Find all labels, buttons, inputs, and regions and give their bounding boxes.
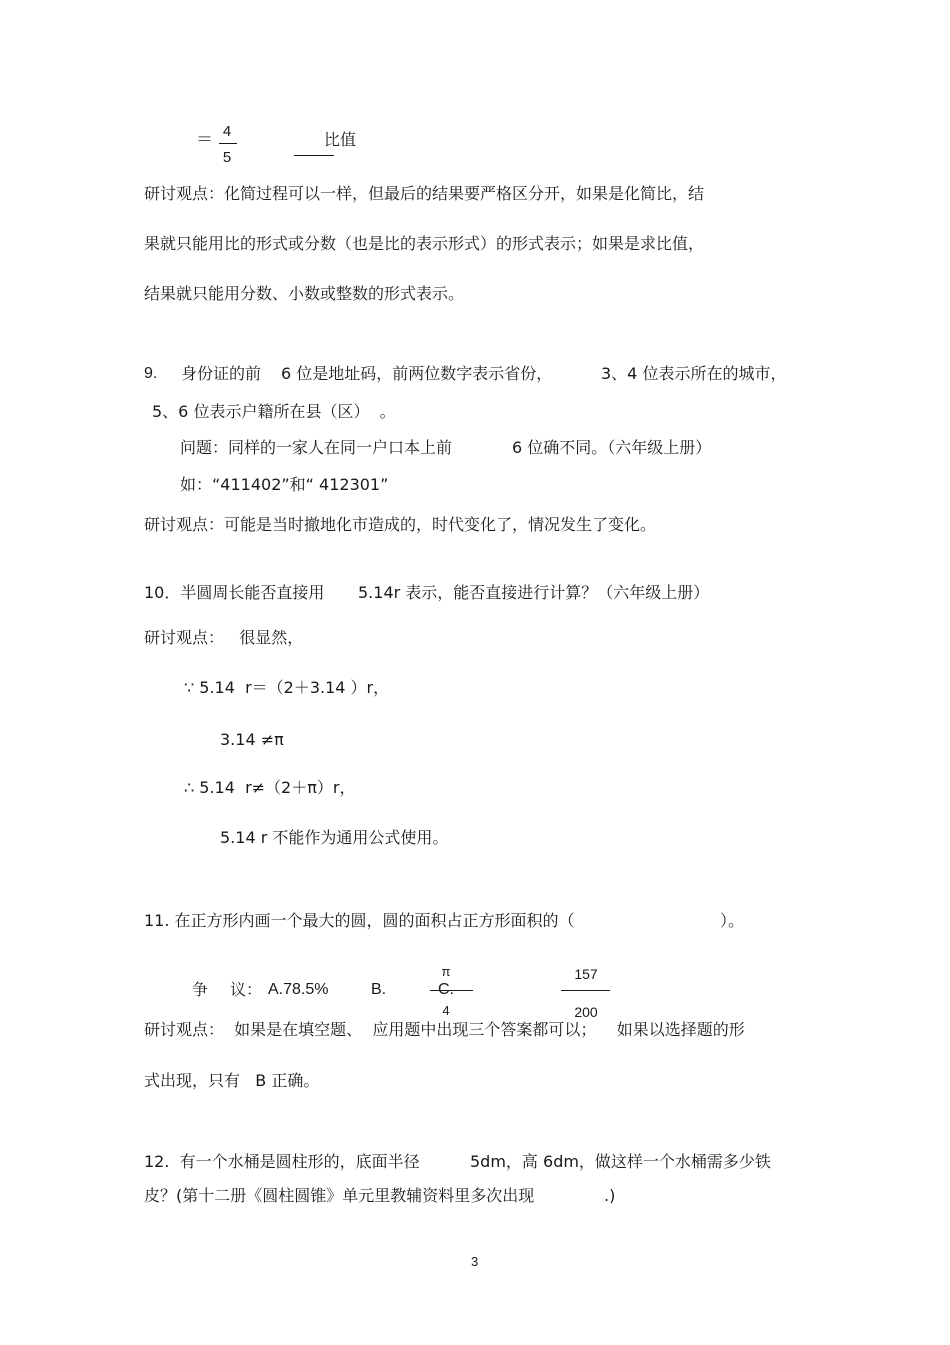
item12-line2a: 皮？(第十二册《圆柱圆锥》单元里教辅资料里多次出现: [144, 1186, 535, 1205]
item9-question-b: 6 位确不同。（六年级上册）: [512, 438, 712, 457]
item10-discussion: 研讨观点： 很显然，: [144, 628, 304, 647]
item8-discussion-line1: 研讨观点：化简过程可以一样，但最后的结果要严格区分开，如果是化简比，结: [144, 184, 705, 203]
item11-option-c-denominator: 4: [442, 1003, 450, 1018]
item10-math-line2: 3.14 ≠π: [220, 730, 284, 749]
fraction-bar: [219, 143, 237, 144]
item11-heading-a: 11. 在正方形内画一个最大的圆，圆的面积占正方形面积的（: [144, 911, 575, 930]
ratio-label: 比值: [324, 130, 357, 149]
item11-dispute-label-2: 议：: [230, 980, 263, 999]
item8-discussion-line2: 果就只能用比的形式或分数（也是比的表示形式）的形式表示；如果是求比值，: [144, 234, 705, 253]
ratio-blank-line: [294, 155, 334, 156]
item12-line2b: .): [604, 1186, 616, 1205]
item11-option-d-fraction-bar: [561, 990, 610, 991]
item11-discussion-a: 研讨观点： 如果是在填空题、 应用题中出现三个答案都可以； 如果以选择题的形: [144, 1020, 745, 1039]
item9-line2: 5、6 位表示户籍所在县（区） 。: [152, 402, 396, 421]
item9-line1c: 3、4 位表示所在的城市，: [601, 364, 787, 383]
item10-math-line1: ∵ 5.14 r＝（2＋3.14 ）r，: [184, 678, 390, 697]
item12-line1b: 5dm，高 6dm，做这样一个水桶需多少铁: [470, 1152, 771, 1171]
item9-example: 如：“411402”和“ 412301”: [180, 475, 389, 494]
item10-heading-b: 5.14r 表示，能否直接进行计算？（六年级上册）: [358, 583, 710, 602]
item8-discussion-line3: 结果就只能用分数、小数或整数的形式表示。: [144, 284, 465, 303]
page-number: 3: [471, 1254, 479, 1269]
item12-line1a: 12. 有一个水桶是圆柱形的，底面半径: [144, 1152, 420, 1171]
item11-option-a: A.78.5%: [268, 981, 329, 998]
item9-number: 9.: [144, 365, 158, 382]
item11-dispute-label-1: 争: [192, 980, 209, 999]
item11-option-b: B.: [371, 981, 387, 998]
item9-line1a: 身份证的前: [181, 364, 262, 383]
item10-heading-a: 10．半圆周长能否直接用: [144, 583, 325, 602]
item11-option-c-label: C.: [438, 981, 454, 998]
item11-option-d-numerator: 157: [574, 966, 598, 982]
item9-question-a: 问题：同样的一家人在同一户口本上前: [180, 438, 453, 457]
item11-option-d-denominator: 200: [574, 1004, 598, 1020]
item11-discussion-b: 式出现，只有 B 正确。: [144, 1071, 320, 1090]
item9-line1b: 6 位是地址码，前两位数字表示省份，: [281, 364, 553, 383]
item11-heading-b: ）。: [720, 911, 745, 930]
item11-option-c-numerator: π: [441, 964, 451, 979]
item11-option-c-fraction-bar: [430, 990, 473, 991]
item10-math-line4: 5.14 r 不能作为通用公式使用。: [220, 828, 449, 847]
fraction-numerator: 4: [222, 123, 232, 140]
fraction-denominator: 5: [222, 149, 232, 166]
item10-math-line3: ∴ 5.14 r≠（2＋π）r，: [184, 778, 356, 797]
item9-discussion: 研讨观点：可能是当时撤地化市造成的，时代变化了，情况发生了变化。: [144, 515, 657, 534]
equals-sign: ＝: [196, 130, 213, 150]
